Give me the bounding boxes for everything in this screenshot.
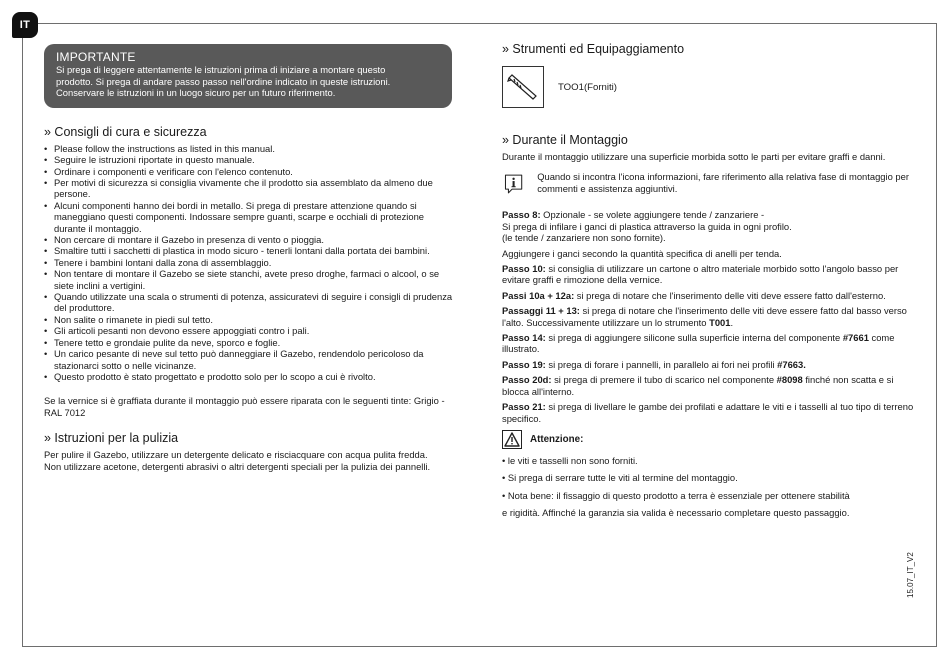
step-label: Passo 14: [502, 332, 546, 344]
list-item: • Seguire le istruzioni riportate in questo manuale. [44, 154, 454, 165]
hex-key-icon [506, 72, 540, 102]
list-item: • Non cercare di montare il Gazebo in presenza di vento o pioggia. [44, 234, 454, 245]
list-item: • Tenere tetto e grondaie pulite da neve, sporco e foglie. [44, 337, 454, 348]
warning-item: • Nota bene: il fissaggio di questo prodotto a terra è essenziale per ottenere stabilità [502, 489, 850, 501]
step-detail: (le tende / zanzariere non sono fornite). [502, 232, 666, 244]
step-item [502, 248, 917, 259]
step-label: Passo 20d: [502, 374, 552, 386]
info-text: Quando si incontra l'icona informazioni, fare riferimento alla relativa fase di montaggio per commenti e assistenza aggiuntivi. [537, 171, 909, 194]
important-line: Conservare le istruzioni in un luogo sicuro per un futuro riferimento. [56, 87, 336, 99]
step-text: si prega di forare i pannelli, in parallelo ai fori nei profili [545, 358, 778, 370]
list-item: • Non salite o rimanete in piedi sul tetto. [44, 314, 454, 325]
important-line: prodotto. Si prega di andare passo passo nell'ordine indicato in queste istruzioni. [56, 75, 391, 87]
paint-note: Se la vernice si è graffiata durante il montaggio può essere riparata con le seguenti tinte: Grigio - RAL 7012 [44, 395, 445, 418]
step-item [502, 332, 917, 355]
info-icon [504, 170, 523, 198]
step-label: Passo 8: [502, 209, 541, 221]
step-item [502, 359, 917, 370]
tools-heading: » Strumenti ed Equipaggiamento [502, 42, 685, 56]
step-text: si prega di notare che l'inserimento delle viti deve essere fatto dal basso verso l'alto. Successivamente utilizzare un lo strumento [502, 305, 907, 328]
document-code: 15.07_IT_V2 [906, 552, 915, 598]
step-item [502, 401, 917, 424]
assembly-heading: » Durante il Montaggio [502, 133, 628, 147]
step-item [502, 209, 917, 220]
step-ref: #7663. [777, 358, 806, 370]
step-label: Passi 10a + 12a: [502, 289, 575, 301]
step-detail: Si prega di infilare i ganci di plastica attraverso la guida in ogni profilo. [502, 220, 792, 232]
warning-item: e rigidità. Affinché la garanzia sia valida è necessario completare questo passaggio. [502, 507, 850, 519]
warning-title: Attenzione: [530, 433, 584, 445]
care-heading: » Consigli di cura e sicurezza [44, 124, 207, 139]
step-text: Opzionale - se volete aggiungere tende / zanzariere - [540, 209, 765, 221]
warning-icon [502, 430, 522, 449]
step-label: Passaggi 11 + 13: [502, 305, 580, 317]
step-tail: finché non scatta e si blocca all'interno. [502, 374, 894, 397]
list-item: • Alcuni componenti hanno dei bordi in metallo. Si prega di prestare attenzione quando si maneggiano questi componenti. Indossare sempre guanti, scarpe e occhiali di protezione durante il montaggio. [44, 200, 454, 234]
step-item [502, 305, 917, 328]
step-text: si consiglia di utilizzare un cartone o altro materiale morbido sotto l'angolo basso per evitare graffi e rimozione della vernice. [502, 263, 899, 286]
step-text: si prega di aggiungere silicone sulla superficie interna del componente [545, 332, 843, 344]
cleaning-paragraph: Non utilizzare acetone, detergenti abrasivi o altri detergenti speciali per la pulizia dei pannelli. [44, 460, 431, 472]
important-title: IMPORTANTE [56, 50, 136, 64]
list-item: • Un carico pesante di neve sul tetto può danneggiare il Gazebo, rendendolo pericoloso da stazionarci sotto o nelle vicinanze. [44, 348, 454, 371]
step-label: Passo 10: [502, 263, 546, 275]
list-item: • Smaltire tutti i sacchetti di plastica in modo sicuro - tenerli lontani dalla portata dei bambini. [44, 245, 454, 256]
tool-box [502, 66, 544, 108]
warning-item: • le viti e tasselli non sono forniti. [502, 454, 638, 466]
step-text: si prega di premere il tubo di scarico nel componente [551, 374, 777, 386]
list-item: • Please follow the instructions as listed in this manual. [44, 143, 454, 154]
list-item: • Quando utilizzate una scala o strumenti di potenza, assicuratevi di seguire i consigli di prudenza del produttore. [44, 291, 454, 314]
list-item: • Non tentare di montare il Gazebo se siete stanchi, avete preso droghe, farmaci o alcool, o se siete inclini a vertigini. [44, 268, 454, 291]
language-code: IT [19, 19, 31, 31]
left-column [44, 44, 454, 472]
info-note [502, 170, 917, 198]
list-item: • Tenere i bambini lontani dalla zona di assemblaggio. [44, 257, 454, 268]
steps-list [502, 209, 917, 424]
list-item: • Per motivi di sicurezza si consiglia vivamente che il prodotto sia assemblato da almeno due persone. [44, 177, 454, 200]
step-ref: T001 [709, 316, 731, 328]
important-notice [44, 44, 452, 108]
list-item: • Questo prodotto è stato progettato e prodotto solo per lo scopo a cui è rivolto. [44, 371, 454, 382]
step-text: Aggiungere i ganci secondo la quantità specifica di anelli per tenda. [502, 247, 782, 259]
step-tail: . [730, 316, 734, 328]
step-ref: #8098 [776, 374, 803, 386]
list-item: • Ordinare i componenti e verificare con l'elenco contenuto. [44, 166, 454, 177]
step-ref: #7661 [842, 332, 869, 344]
step-label: Passo 21: [502, 401, 546, 413]
list-item: • Gli articoli pesanti non devono essere appoggiati contro i pali. [44, 325, 454, 336]
cleaning-heading: » Istruzioni per la pulizia [44, 431, 179, 446]
step-item [502, 263, 917, 286]
warning-header [502, 430, 917, 449]
cleaning-paragraph: Per pulire il Gazebo, utilizzare un detergente delicato e risciacquare con acqua pulita fredda. [44, 449, 428, 461]
warning-item: • Si prega di serrare tutte le viti al termine del montaggio. [502, 472, 738, 484]
tool-row [502, 66, 917, 108]
important-line: Si prega di leggere attentamente le istruzioni prima di iniziare a montare questo [56, 64, 386, 75]
step-item [502, 374, 917, 397]
right-column [502, 42, 917, 525]
step-item [502, 290, 917, 301]
step-label: Passo 19: [502, 358, 546, 370]
step-tail: come illustrato. [502, 332, 895, 355]
step-text: si prega di notare che l'inserimento delle viti deve essere fatto dall'esterno. [574, 289, 886, 301]
care-list [44, 143, 454, 383]
step-text: si prega di livellare le gambe dei profilati e adattare le viti e i tasselli al tuo tipo di terreno specifico. [502, 401, 914, 424]
tool-label: TOO1(Forniti) [558, 81, 617, 93]
language-tab [12, 12, 38, 38]
assembly-intro: Durante il montaggio utilizzare una superficie morbida sotto le parti per evitare graffi e danni. [502, 151, 886, 162]
